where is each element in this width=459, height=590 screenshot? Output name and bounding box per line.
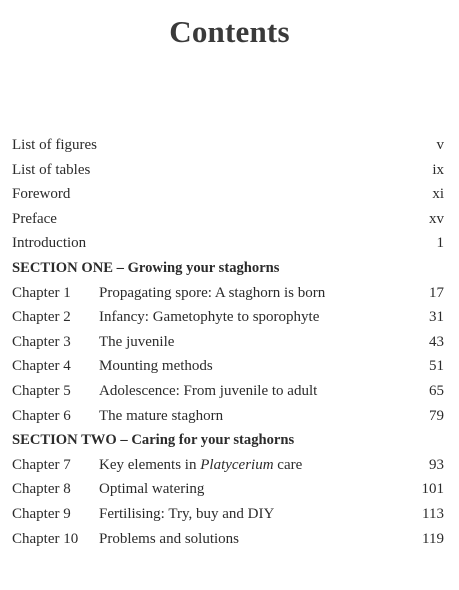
toc-entry-page: xv: [429, 210, 444, 227]
chapter-title: Problems and solutions: [99, 530, 240, 547]
chapter-page: 79: [429, 407, 444, 424]
section-dash: –: [116, 432, 132, 449]
toc-entry-list-of-figures[interactable]: [12, 133, 444, 158]
chapter-title: Propagating spore: A staghorn is born: [99, 284, 326, 301]
toc-chapter-5[interactable]: [12, 379, 444, 404]
toc-entry-page: ix: [432, 161, 444, 178]
toc-entry-page: 1: [436, 235, 444, 252]
chapter-page: 113: [422, 505, 444, 522]
chapter-page: 43: [429, 333, 444, 350]
chapter-title: Mounting methods: [99, 358, 213, 375]
toc-entry-foreword[interactable]: [12, 182, 444, 207]
toc-chapter-6[interactable]: [12, 404, 444, 429]
toc-chapter-10[interactable]: [12, 527, 444, 552]
toc-entry-list-of-tables[interactable]: [12, 158, 444, 183]
toc-chapter-7[interactable]: [12, 453, 444, 478]
chapter-title: The mature staghorn: [99, 407, 224, 424]
chapter-page: 101: [421, 481, 444, 498]
chapter-number: Chapter 3: [12, 333, 71, 350]
section-dash: –: [112, 259, 128, 276]
chapter-page: 51: [429, 358, 444, 375]
chapter-number: Chapter 9: [12, 505, 71, 522]
chapter-number: Chapter 10: [12, 530, 79, 547]
toc-entry-label: Introduction: [12, 235, 87, 252]
chapter-number: Chapter 2: [12, 309, 71, 326]
chapter-title: Optimal watering: [99, 481, 205, 498]
chapter-number: Chapter 7: [12, 456, 71, 473]
toc-chapter-8[interactable]: [12, 477, 444, 502]
chapter-page: 119: [422, 530, 444, 547]
chapter-title-part: Key elements in: [99, 456, 201, 473]
chapter-title-italic: Platycerium: [200, 456, 274, 473]
chapter-title: Adolescence: From juvenile to adult: [99, 382, 318, 399]
toc-entry-preface[interactable]: [12, 207, 444, 232]
chapter-page: 31: [429, 309, 444, 326]
toc-entry-page: v: [436, 137, 444, 153]
section-label: SECTION TWO: [12, 432, 117, 449]
section-one-heading: [12, 256, 444, 281]
chapter-page: 93: [429, 456, 444, 473]
toc-entry-label: Preface: [12, 210, 57, 227]
toc-chapter-3[interactable]: [12, 330, 444, 355]
toc-entry-page: xi: [432, 186, 444, 203]
chapter-title: Fertilising: Try, buy and DIY: [99, 505, 275, 522]
toc-entry-label: Foreword: [12, 186, 71, 203]
section-label: SECTION ONE: [12, 259, 113, 276]
section-two-heading: [12, 428, 444, 453]
chapter-title: The juvenile: [99, 333, 175, 350]
chapter-page: 65: [429, 382, 444, 399]
chapter-number: Chapter 8: [12, 481, 71, 498]
toc-entry-label: List of figures: [12, 137, 97, 153]
chapter-number: Chapter 5: [12, 382, 71, 399]
section-subtitle: Caring for your staghorns: [131, 432, 295, 449]
chapter-number: Chapter 6: [12, 407, 71, 424]
toc-chapter-9[interactable]: [12, 502, 444, 527]
page-title: Contents: [169, 14, 290, 49]
chapter-title: Infancy: Gametophyte to sporophyte: [99, 309, 320, 326]
chapter-number: Chapter 4: [12, 358, 71, 375]
chapter-page: 17: [429, 284, 444, 301]
chapter-number: Chapter 1: [12, 284, 71, 301]
chapter-title: [99, 453, 302, 478]
toc-entry-introduction[interactable]: [12, 231, 444, 256]
toc-entry-label: List of tables: [12, 161, 91, 178]
toc-chapter-1[interactable]: [12, 281, 444, 306]
section-subtitle: Growing your staghorns: [127, 259, 280, 276]
chapter-title-part: care: [273, 456, 303, 473]
toc-chapter-4[interactable]: [12, 354, 444, 379]
table-of-contents: [12, 133, 444, 551]
toc-chapter-2[interactable]: [12, 305, 444, 330]
